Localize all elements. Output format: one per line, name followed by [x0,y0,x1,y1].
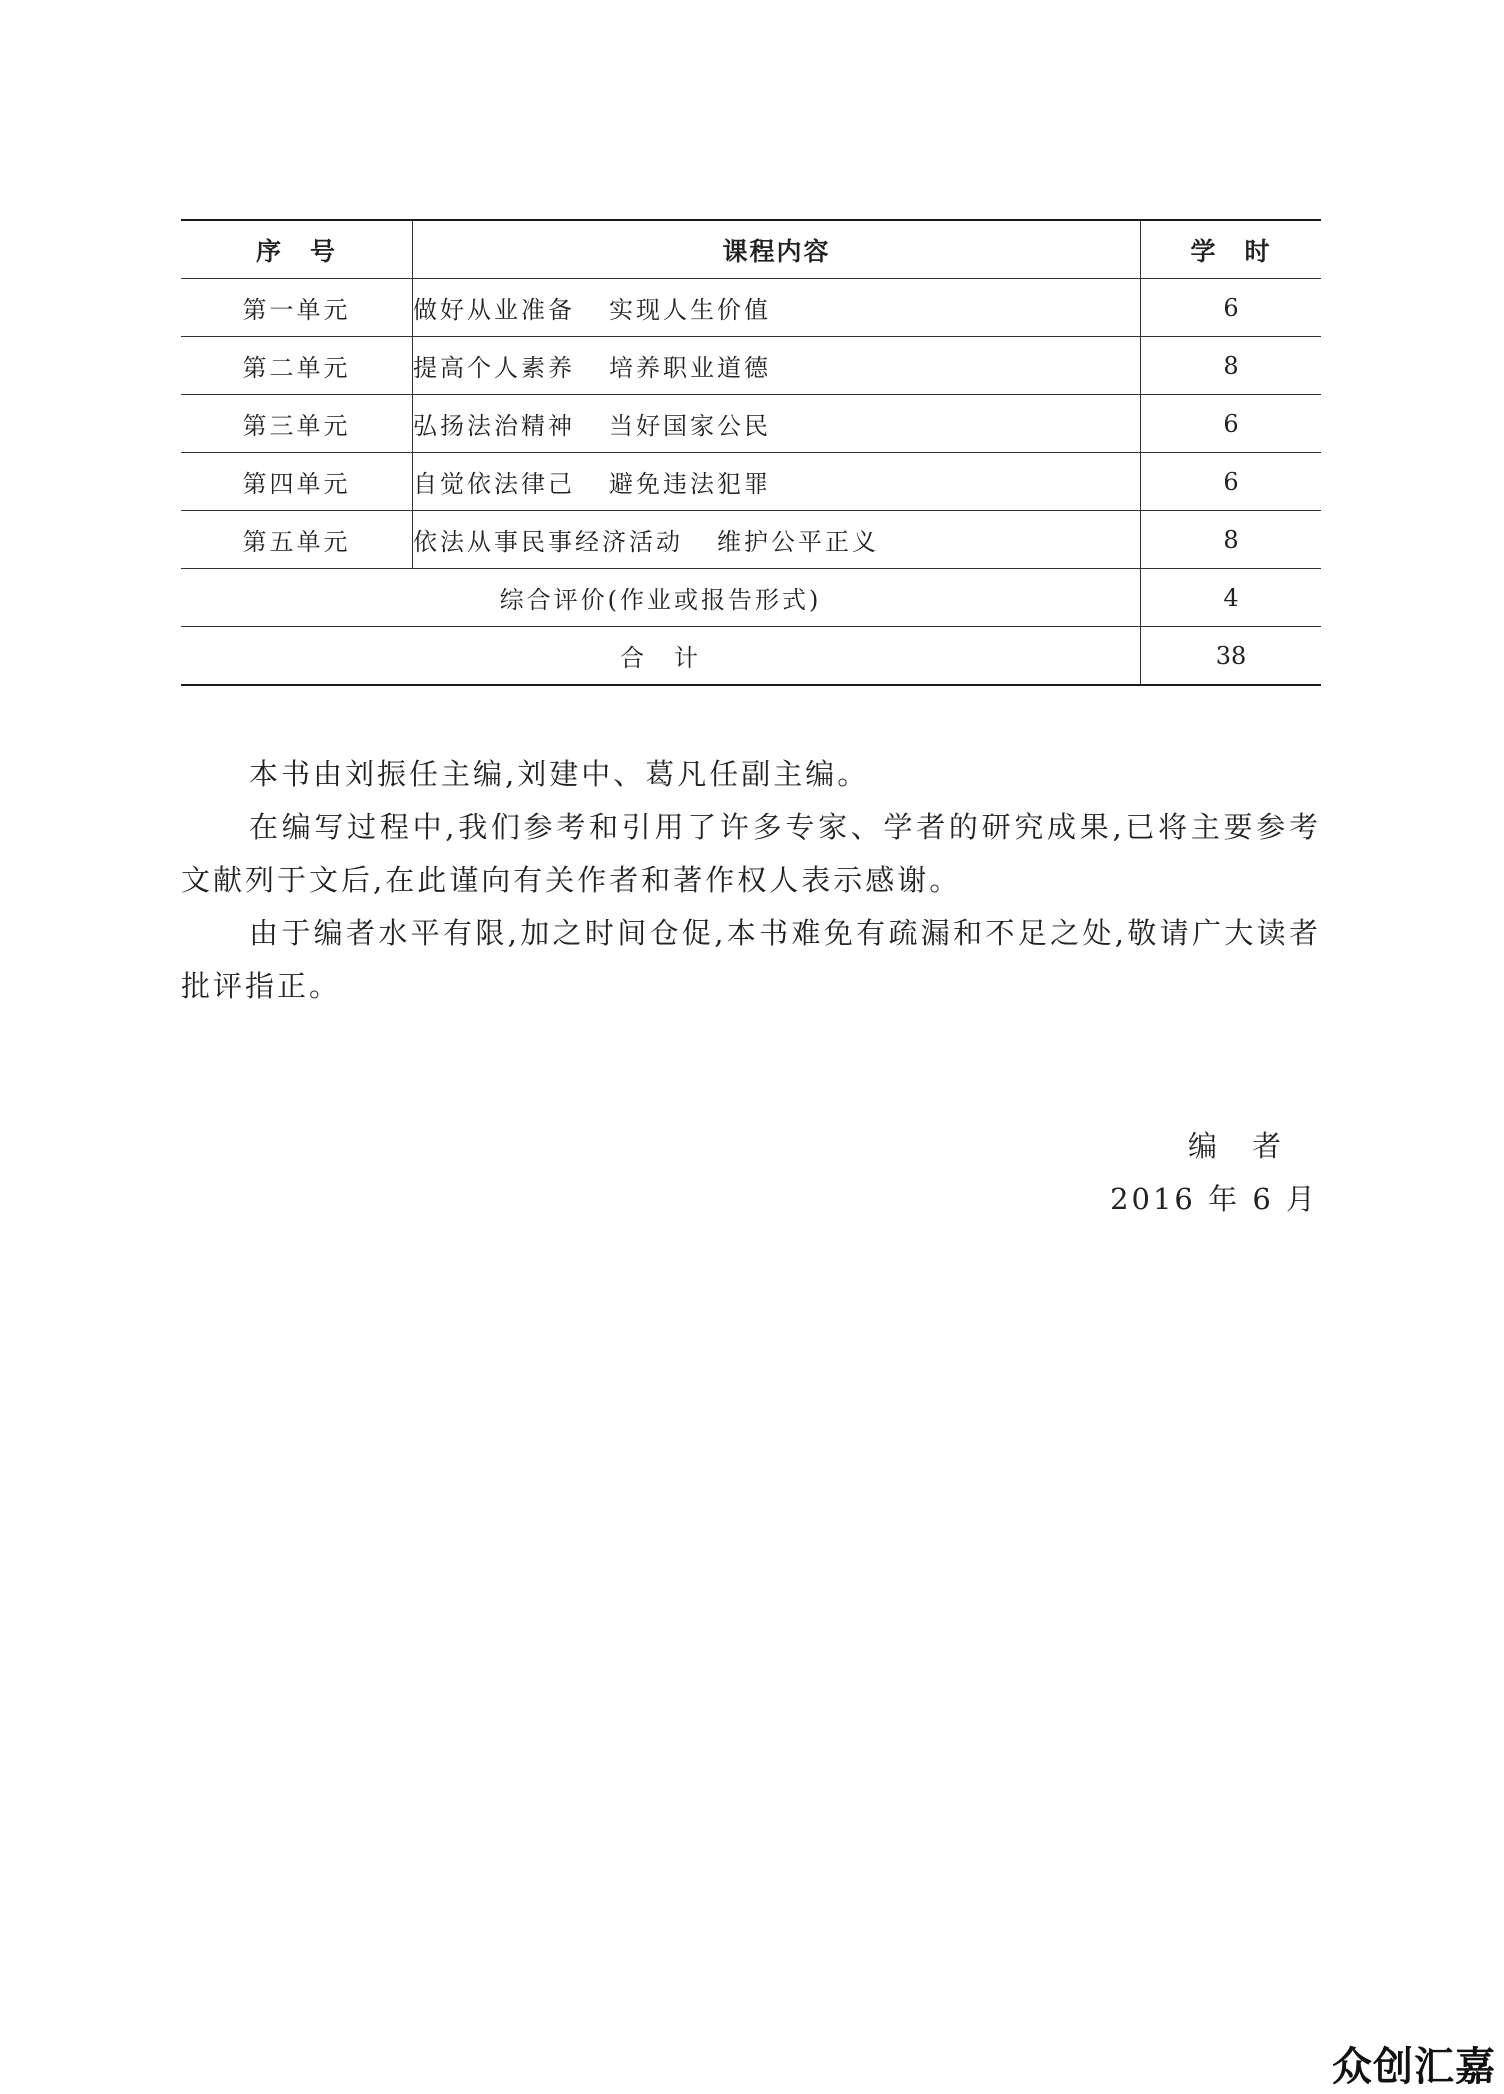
header-hours: 学 时 [1141,220,1322,279]
table-row [181,279,1321,337]
unit-content [413,511,1141,569]
unit-content-part-b: 培养职业道德 [609,354,771,382]
signature-date: 2016 年 6 月 [1110,1182,1318,1216]
unit-hours: 6 [1141,453,1322,511]
course-hours-table [181,219,1321,686]
total-hours: 38 [1141,627,1322,686]
unit-seq: 第五单元 [181,511,413,569]
unit-content [413,453,1141,511]
unit-seq: 第四单元 [181,453,413,511]
unit-hours: 8 [1141,511,1322,569]
unit-content-part-b: 当好国家公民 [609,412,771,440]
evaluation-label: 综合评价(作业或报告形式) [181,569,1141,627]
table-row [181,511,1321,569]
total-row [181,627,1321,686]
unit-hours: 8 [1141,337,1322,395]
unit-hours: 6 [1141,279,1322,337]
signature-block [1110,1120,1318,1226]
evaluation-hours: 4 [1141,569,1322,627]
preface-body [181,748,1321,1013]
unit-content-part-b: 维护公平正义 [717,528,879,556]
unit-seq: 第三单元 [181,395,413,453]
unit-content [413,395,1141,453]
unit-content [413,337,1141,395]
unit-content-part-a: 自觉依法律己 [413,470,575,498]
unit-content-part-b: 实现人生价值 [609,296,771,324]
table-row [181,395,1321,453]
unit-content-part-a: 提高个人素养 [413,354,575,382]
unit-content [413,279,1141,337]
preface-paragraph: 由于编者水平有限,加之时间仓促,本书难免有疏漏和不足之处,敬请广大读者批评指正。 [181,916,1321,1003]
watermark-logo: 众创汇嘉 [1332,2044,1496,2090]
evaluation-row [181,569,1321,627]
unit-seq: 第一单元 [181,279,413,337]
unit-content-part-a: 依法从事民事经济活动 [413,528,683,556]
unit-hours: 6 [1141,395,1322,453]
header-content: 课程内容 [413,220,1141,279]
preface-paragraph: 本书由刘振任主编,刘建中、葛凡任副主编。 [249,757,870,791]
preface-paragraph: 在编写过程中,我们参考和引用了许多专家、学者的研究成果,已将主要参考文献列于文后,在此谨向有关作者和著作权人表示感谢。 [181,810,1321,897]
header-seq: 序 号 [181,220,413,279]
table-row [181,453,1321,511]
unit-content-part-b: 避免违法犯罪 [609,470,771,498]
unit-content-part-a: 做好从业准备 [413,296,575,324]
signature-editor: 编 者 [1187,1129,1284,1163]
table-row [181,337,1321,395]
unit-content-part-a: 弘扬法治精神 [413,412,575,440]
unit-seq: 第二单元 [181,337,413,395]
total-label: 合 计 [181,627,1141,686]
table-header-row [181,220,1321,279]
